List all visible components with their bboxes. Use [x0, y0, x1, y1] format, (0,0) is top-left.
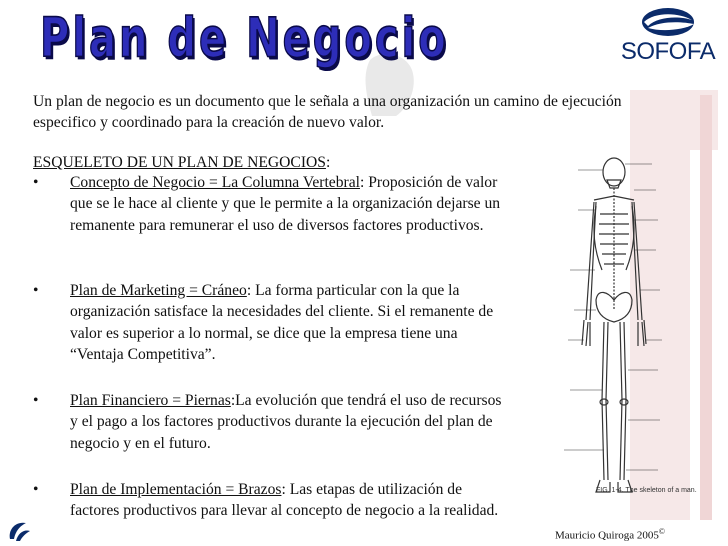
bullet-separator: : [359, 174, 369, 191]
bullet-text: Proposición de valor que se le hace al cliente y que le permite a la organización dejarse un remanente para remunerar el uso de diversos factores productivos. [70, 174, 501, 234]
section-heading [33, 152, 330, 173]
bullet-marker: • [33, 481, 39, 498]
page-title: Plan de Negocio [40, 8, 449, 71]
author-name: Mauricio Quiroga 2005 [555, 529, 659, 542]
bullet-separator: : [281, 481, 290, 498]
intro-paragraph: Un plan de negocio es un documento que le señala a una organización un camino de ejecución especifico y coordinado para la creación de nuevo valor. [33, 93, 622, 132]
bullet-text: Las etapas de utilización de factores productivos para llevar al concepto de negocio a la realidad. [70, 481, 499, 520]
author-credit [555, 527, 665, 542]
bullet-separator: : [230, 392, 236, 409]
logo-text: SOFOFA [620, 38, 716, 65]
bullet-marker: • [33, 392, 39, 409]
sofofa-logo [618, 6, 718, 70]
bullet-marker: • [33, 174, 39, 191]
corner-logo-icon [6, 519, 32, 543]
section-heading-label: ESQUELETO DE UN PLAN DE NEGOCIOS [33, 154, 326, 171]
bullet-item-implementacion [70, 479, 510, 522]
bullet-item-financiero [70, 390, 510, 454]
figure-caption: FIG. 1-4. The skeleton of a man. [596, 487, 697, 494]
logo-emblem-icon [618, 6, 718, 40]
bullet-term: Plan Financiero = Piernas [70, 392, 231, 409]
bullet-term: Concepto de Negocio = La Columna Vertebral [70, 174, 360, 191]
bullet-text: La evolución que tendrá el uso de recursos y el pago a los factores productivos durante la ejecución del plan de negocio y en el futuro. [70, 392, 502, 452]
bullet-separator: : [246, 282, 256, 299]
bullet-text: La forma particular con la que la organización satisface la necesidades del cliente. Si el remanente de valor es superior a lo normal, se dice que la empresa tiene una “Ventaja Competitiva”. [70, 282, 494, 363]
bullet-item-concepto [70, 172, 510, 236]
bullet-marker: • [33, 282, 39, 299]
bullet-term: Plan de Marketing = Cráneo [70, 282, 247, 299]
bullet-item-marketing [70, 280, 510, 365]
bullet-term: Plan de Implementación = Brazos [70, 481, 282, 498]
section-heading-suffix: : [325, 154, 331, 171]
copyright-mark: © [658, 527, 665, 536]
skeleton-illustration [548, 150, 666, 520]
